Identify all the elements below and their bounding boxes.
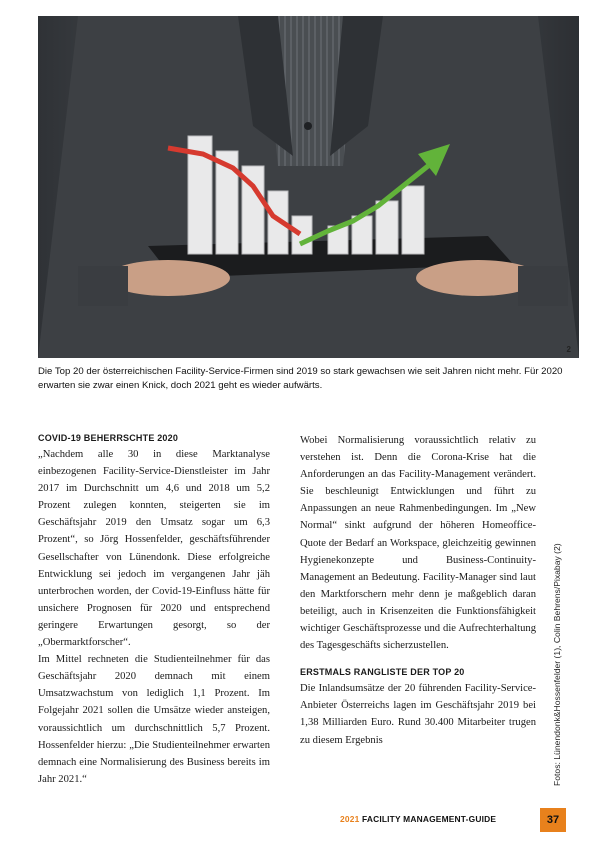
section-heading-ranking: ERSTMALS RANGLISTE DER TOP 20 [300, 667, 465, 678]
article-column-right [300, 432, 536, 749]
footer-title: FACILITY MANAGEMENT-GUIDE [361, 814, 497, 824]
article-column-left [38, 432, 270, 788]
photo-caption: Die Top 20 der österreichischen Facility-Service-Firmen sind 2019 so stark gewachsen wie seit Jahren nicht mehr. Für 2020 erwarten sie zwar einen Knick, doch 2021 geht es wieder aufwärts. [38, 366, 563, 391]
hero-photo [38, 16, 579, 358]
page-footer [340, 814, 496, 824]
paragraph: Im Mittel rechneten die Studienteilnehmer für das Geschäftsjahr 2020 demnach mit einem Umsatzwachstum von lediglich 1,1 Prozent. Im Folgejahr 2021 sollen die Umsätze wieder ansteigen, voraussichtlich um durchschnittlich 5,7 Prozent. Hossenfelder hierzu: „Die Studienteilnehmer erwarten demnach eine Normalisierung des Business bereits im Jahr 2021.“ [38, 654, 270, 785]
footer-year: 2021 [340, 814, 360, 824]
page-number: 37 [540, 808, 566, 832]
photo-number: 2 [566, 345, 571, 354]
paragraph: Wobei Normalisierung voraussichtlich relativ zu verstehen ist. Denn die Corona-Krise hat die Anforderungen an das Facility-Management verändert. Sie beschleunigt Entwicklungen und führt zu Anpassungen an neue Rahmenbedingungen. Im „New Normal“ sinkt aufgrund der höheren Homeoffice-Quote der Bedarf an Workspace, gleichzeitig gewinnen Hygienekonzepte und Business-Continuity-Management an Bedeutung. Facility-Manager sind laut den Marktforschern mehr denn je maßgeblich daran beteiligt, auch in Krisenzeiten die Funktionsfähigkeit wichtiger Geschäftsprozesse und die Aufrechterhaltung des Tagesgeschäfts sicherzustellen. [300, 435, 536, 652]
section-heading-covid: COVID-19 BEHERRSCHTE 2020 [38, 433, 179, 443]
paragraph: Die Inlandsumsätze der 20 führenden Facility-Service-Anbieter Österreichs lagen im Geschäftsjahr 2019 bei 1,38 Milliarden Euro. Rund 30.400 Mitarbeiter trugen zu diesem Ergebnis [300, 683, 536, 746]
photo-credit: Fotos: Lünendonk&Hossenfelder (1), Colin Behrens/Pixabay (2) [552, 543, 562, 786]
paragraph: „Nachdem alle 30 in diese Marktanalyse einbezogenen Facility-Service-Dienstleister im Jahr 2017 im Durchschnitt um 4,6 und 2018 um 5,2 Prozent zulegen konnten, steigerten sie im Geschäftsjahr 2019 den Umsatz sogar um 6,3 Prozent“, so Jörg Hossenfelder, geschäftsführender Gesellschafter von Lünendonk. Diese erfolgreiche Entwicklung sei jedoch im vergangenen Jahr jäh unterbrochen worden, der Covid-19-Einfluss hätte für unsichere Prognosen für 2020 und entsprechend geringere Erwartungen gesorgt, so der „Obermarktforscher“. [38, 449, 270, 649]
businessman-tablet-chart-image [38, 16, 579, 358]
